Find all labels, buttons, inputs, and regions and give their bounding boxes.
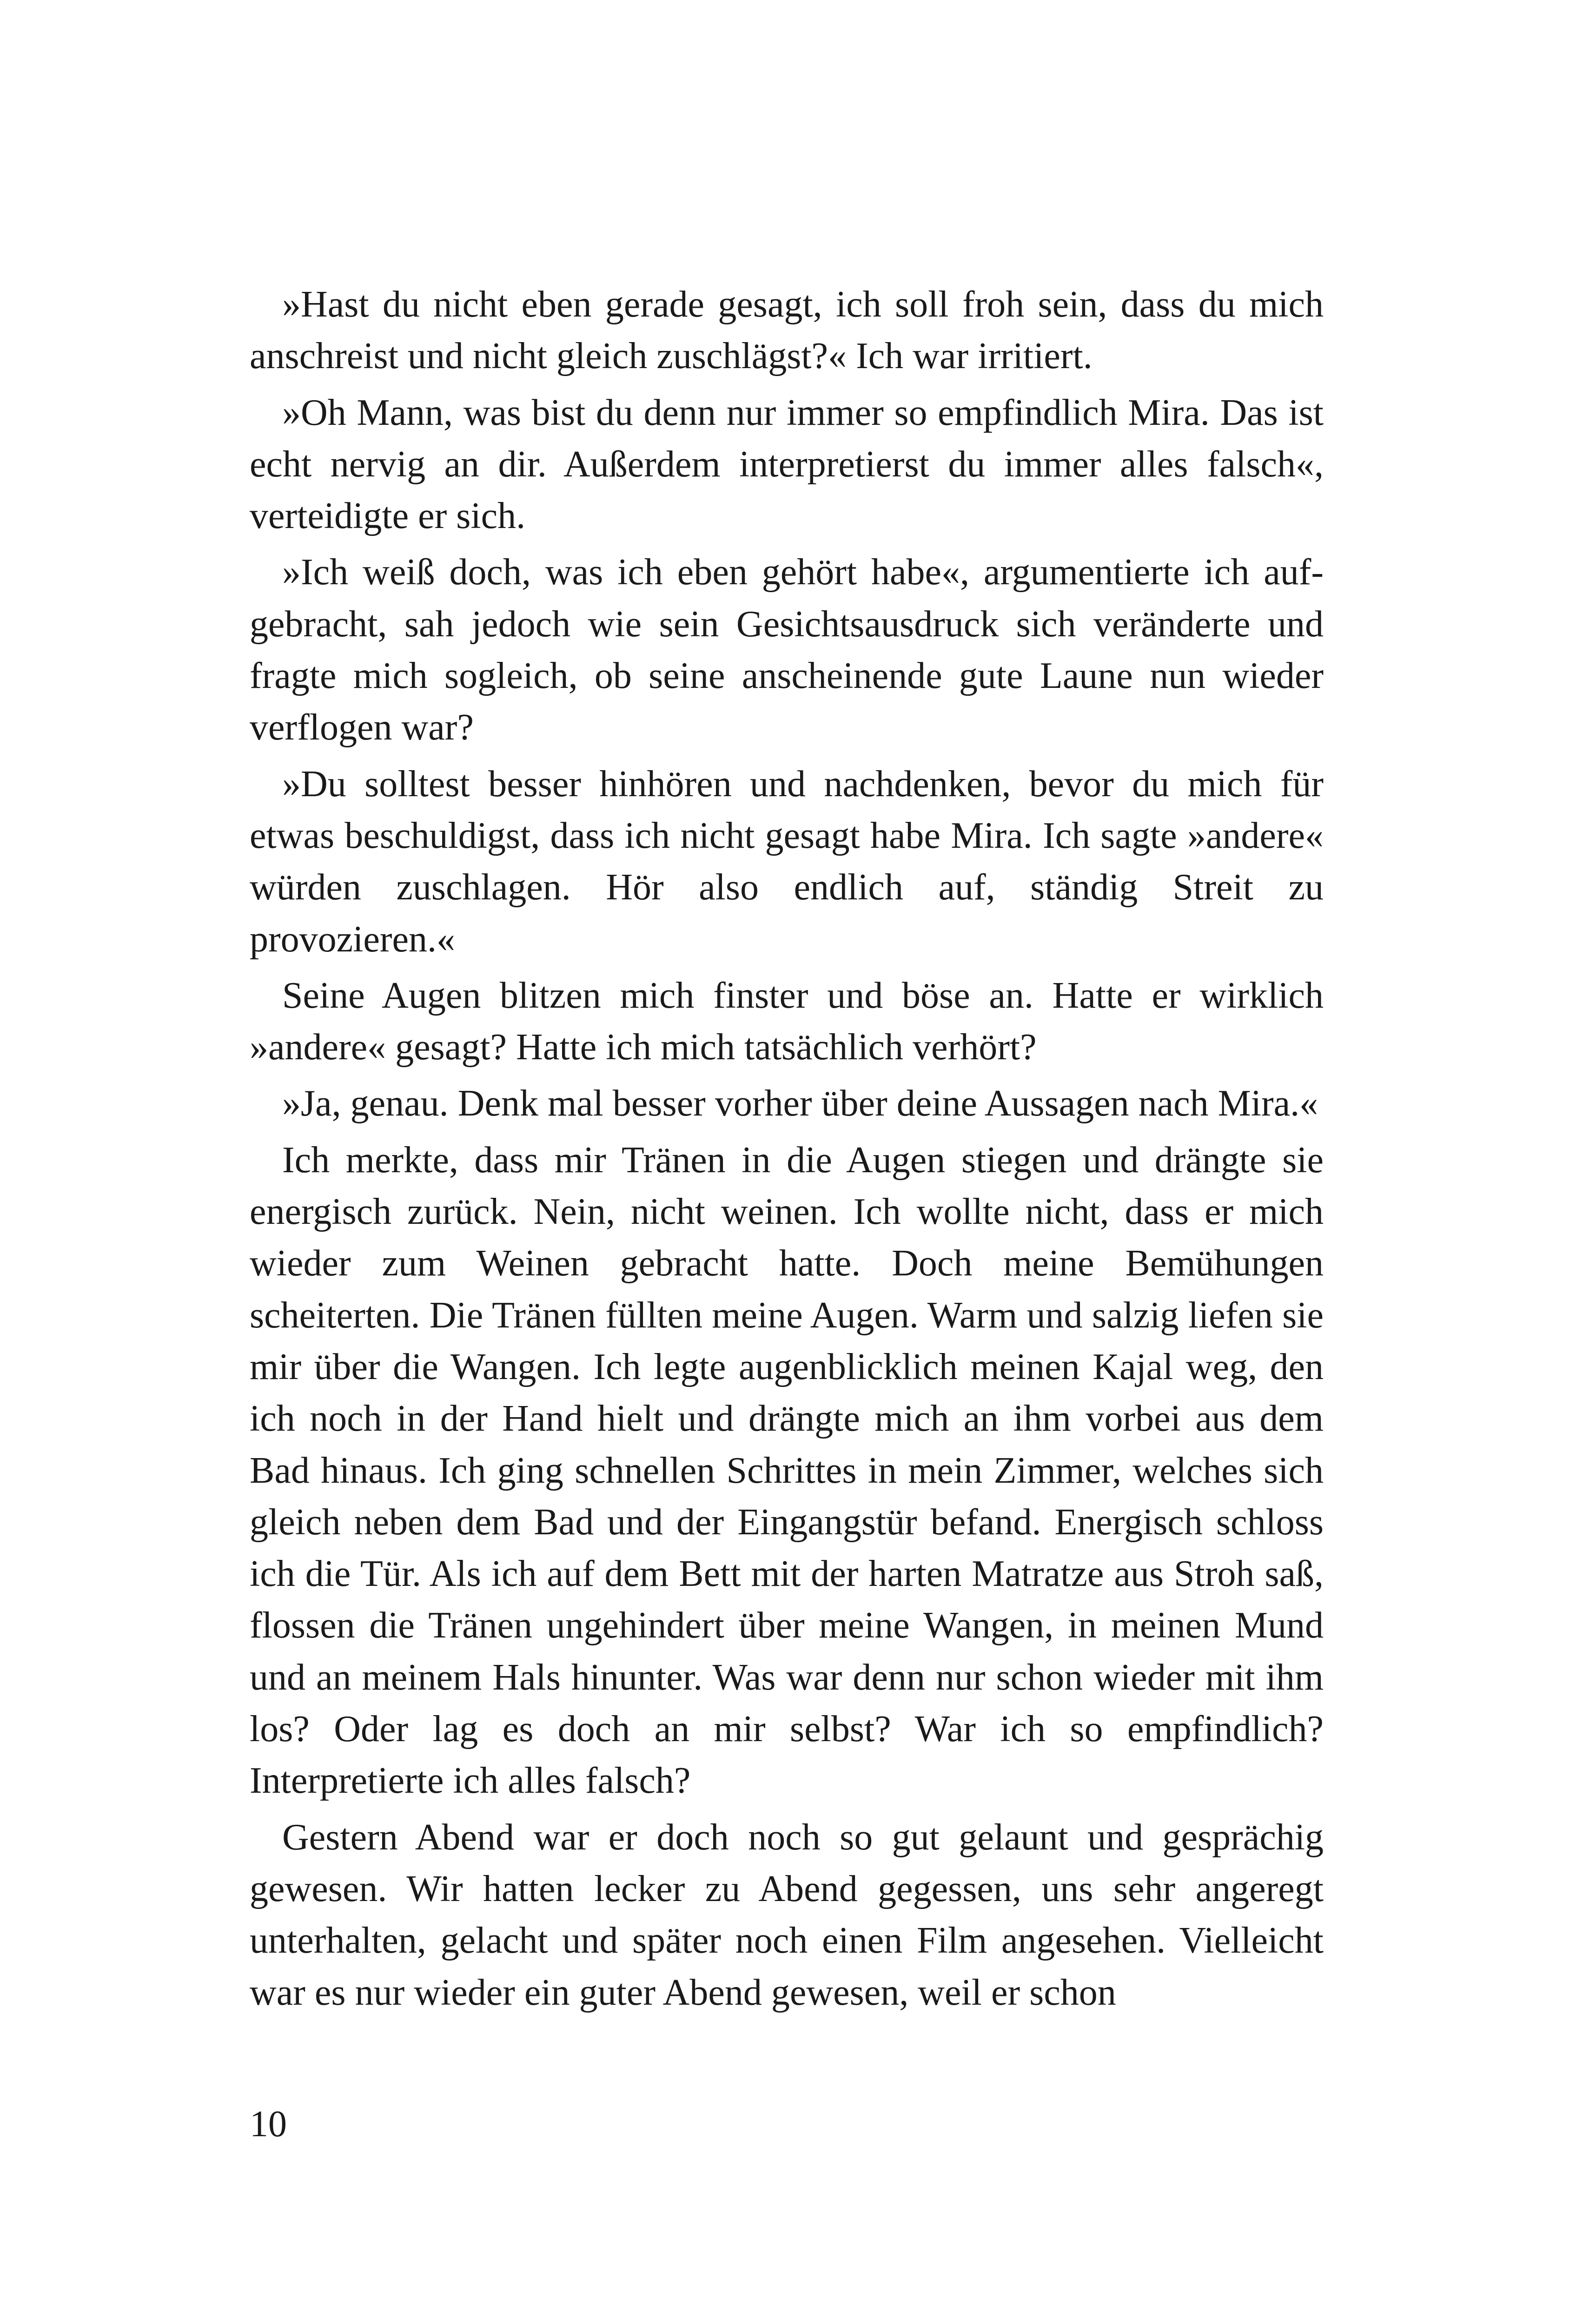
body-text	[250, 279, 1324, 2023]
page-number: 10	[250, 2104, 287, 2145]
paragraph-2: »Oh Mann, was bist du denn nur immer so empfindlich Mira. Das ist echt nervig an dir. Außerdem interpretierst du immer alles falsch«, verteidigte er sich.	[250, 392, 1324, 537]
paragraph-5: Seine Augen blitzen mich finster und böse an. Hatte er wirklich »andere« gesagt? Hatte ich mich tatsächlich verhört?	[250, 975, 1324, 1068]
paragraph-7: Ich merkte, dass mir Tränen in die Augen stiegen und drängte sie energisch zurück. Nein, nicht weinen. Ich wollte nicht, dass er mich wieder zum Weinen gebracht hatte. Doch meine Bemühungen scheiterten. Die Tränen füllten meine Augen. Warm und salzig liefen sie mir über die Wangen. Ich legte augenblicklich meinen Kajal weg, den ich noch in der Hand hielt und drängte mich an ihm vorbei aus dem Bad hinaus. Ich ging schnellen Schrittes in mein Zimmer, welches sich gleich neben dem Bad und der Eingangstür befand. Energisch schloss ich die Tür. Als ich auf dem Bett mit der harten Matratze aus Stroh saß, flossen die Tränen ungehindert über meine Wangen, in meinen Mund und an meinem Hals hinunter. Was war denn nur schon wieder mit ihm los? Oder lag es doch an mir selbst? War ich so empfindlich? Interpretierte ich alles falsch?	[250, 1139, 1324, 1802]
paragraph-4: »Du solltest besser hinhören und nachdenken, bevor du mich für etwas beschuldigst, dass ich nicht gesagt habe Mira. Ich sagte »andere« würden zuschlagen. Hör also endlich auf, ständig Streit zu provozieren.«	[250, 763, 1324, 960]
paragraph-8: Gestern Abend war er doch noch so gut gelaunt und gesprächig gewesen. Wir hatten lecker zu Abend gegessen, uns sehr angeregt unterhalten, gelacht und später noch einen Film angesehen. Vielleicht war es nur wieder ein guter Abend gewesen, weil er schon	[250, 1816, 1324, 2013]
paragraph-3: »Ich weiß doch, was ich eben gehört habe«, argumentierte ich aufgebracht, sah jedoch wie sein Gesichtsausdruck sich veränderte und fragte mich sogleich, ob seine anscheinende gute Laune nun wieder verflogen war?	[250, 552, 1324, 748]
paragraph-1: »Hast du nicht eben gerade gesagt, ich soll froh sein, dass du mich anschreist und nicht gleich zuschlägst?« Ich war irritiert.	[250, 284, 1324, 377]
paragraph-6: »Ja, genau. Denk mal besser vorher über deine Aussagen nach Mira.«	[282, 1083, 1318, 1124]
